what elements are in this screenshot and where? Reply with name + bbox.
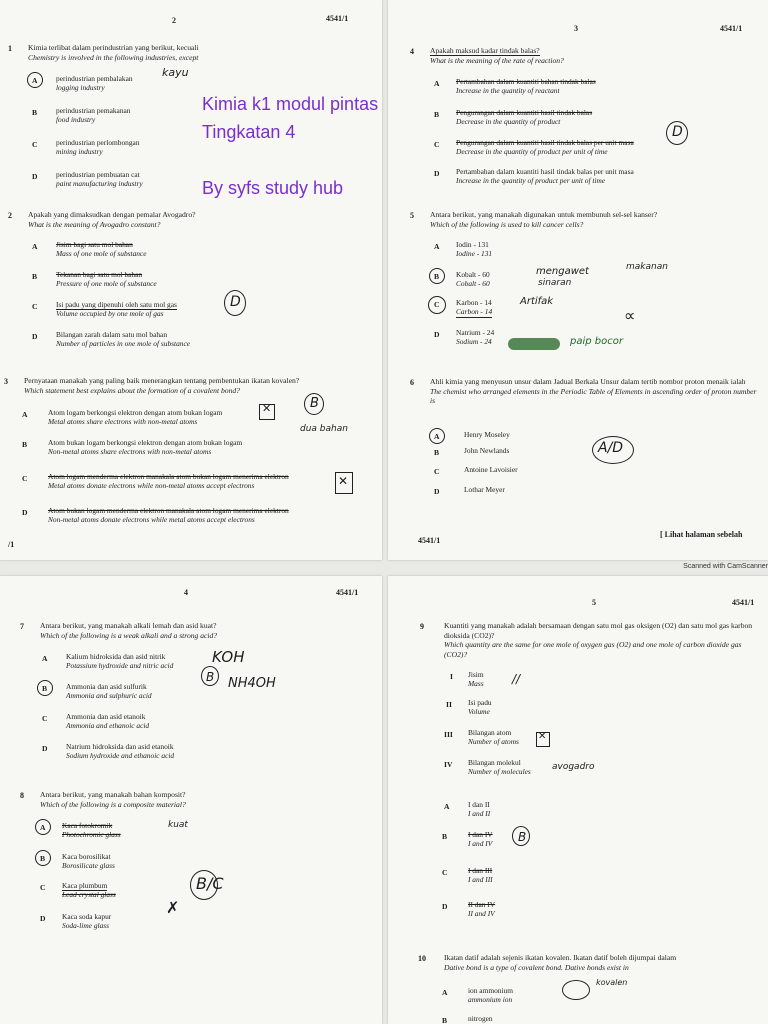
option-letter[interactable]: B [442,1016,448,1024]
cross-mark-icon: ∝ [624,306,636,325]
option-a[interactable]: ion ammonium ammonium ion [468,986,513,1005]
option-letter[interactable]: A [42,654,48,663]
footer-code: /1 [8,540,15,549]
option-letter[interactable]: D [434,487,440,496]
option-letter[interactable]: C [40,883,46,892]
option-letter[interactable]: C [434,140,440,149]
page-5 [388,576,768,1024]
option-b[interactable]: Kobalt - 60 Cobalt - 60 [456,270,490,289]
option-letter[interactable]: D [40,914,46,923]
option-letter[interactable]: D [434,330,440,339]
option-d[interactable]: Pertambahan dalam kuantiti hasil tindak balas per unit masa Increase in the quantity of product per unit of time [456,167,634,186]
handwritten-note: dua bahan [300,424,348,434]
paper-code: 4541/1 [720,24,743,33]
option-d[interactable]: perindustrian pembuatan cat paint manufacturing industry [56,170,143,189]
page-number: 4 [184,588,188,597]
option-letter[interactable]: C [434,300,440,309]
question-number: 6 [410,378,414,387]
option-a[interactable]: perindustrian pembalakan logging industry [56,74,133,93]
overlay-title: Kimia k1 modul pintas [202,94,379,114]
item-i: Jisim Mass [468,670,484,689]
option-letter[interactable]: D [42,744,48,753]
page-number: 2 [172,16,176,25]
option-letter[interactable]: A [22,410,28,419]
option-d[interactable]: Lothar Meyer [464,485,505,494]
option-letter[interactable]: C [442,868,448,877]
option-a[interactable]: Jisim bagi satu mol bahan Mass of one mole of substance [56,240,147,259]
paper-code: 4541/1 [326,14,349,23]
option-letter[interactable]: A [434,242,440,251]
option-b[interactable]: nitrogen [468,1014,493,1023]
option-letter[interactable]: B [42,684,48,693]
option-letter[interactable]: B [434,448,440,457]
footer-note: [ Lihat halaman sebelah [660,530,743,539]
option-letter[interactable]: C [22,474,28,483]
answer-circle [224,290,246,316]
overlay-subtitle: Tingkatan 4 [202,122,296,142]
option-a[interactable]: Henry Moseley [464,430,510,439]
option-a[interactable]: Pertambahan dalam kuantiti bahan tindak balas Increase in the quantity of reactant [456,77,596,96]
option-a[interactable]: I dan II I and II [468,800,491,819]
option-letter[interactable]: C [32,302,38,311]
answer-circle [562,980,590,1000]
footer-code: 4541/1 [418,536,441,545]
item-roman: IV [444,760,453,769]
option-letter[interactable]: A [434,432,440,441]
option-letter[interactable]: B [32,272,38,281]
stem-en: Chemistry is involved in the following industries, except [28,52,199,62]
option-a[interactable]: Iodin - 131 Iodine - 131 [456,240,493,259]
question-stem: Ahli kimia yang menyusun unsur dalam Jadual Berkala Unsur dalam tertib nombor proton menaik ialah The chemist who arranged elements in the Periodic Table of Elements in ascending order of proton number is [430,377,757,405]
option-c[interactable]: Kaca plumbum Lead crystal glass [62,881,116,900]
option-a[interactable]: Kalium hidroksida dan asid nitrik Potassium hydroxide and nitric acid [66,652,174,671]
question-stem: Antara berikut, yang manakah bahan komposit? Which of the following is a composite material? [40,790,186,809]
page-4 [0,576,382,1024]
item-roman: III [444,730,453,739]
option-c[interactable]: Ammonia dan asid etanoik Ammonia and ethanoic acid [66,712,150,731]
cross-mark-icon: ✕ [538,731,547,742]
option-b[interactable]: Pengurangan dalam kuantiti hasil tindak balas Decrease in the quantity of product [456,108,593,127]
item-roman: I [450,672,453,681]
question-number: 10 [418,954,426,963]
option-letter[interactable]: C [434,467,440,476]
overlay-credit: By syfs study hub [202,178,344,198]
item-iv: Bilangan molekul Number of molecules [468,758,531,777]
page-3 [388,0,768,560]
item-iii: Bilangan atom Number of atoms [468,728,519,747]
handwritten-answer: B [518,830,527,844]
option-d[interactable]: Natrium hidroksida dan asid etanoik Sodium hydroxide and ethanoic acid [66,742,175,761]
question-number: 3 [4,377,8,386]
option-c[interactable]: Isi padu yang dipenuhi oleh satu mol gas Volume occupied by one mole of gas [56,300,177,319]
option-b[interactable]: Atom bukan logam berkongsi elektron dengan atom bukan logam Non-metal atoms share electrons with non-metal atoms [48,438,243,457]
paper-code: 4541/1 [732,598,755,607]
option-b[interactable]: perindustrian pemakanan food industry [56,106,131,125]
option-letter[interactable]: A [32,76,38,85]
question-stem [28,43,328,62]
option-letter[interactable]: C [42,714,48,723]
tick-mark-icon: // [512,672,521,686]
stem-ms: Kimia terlibat dalam perindustrian yang berikut, kecuali [28,43,199,52]
cross-mark-icon: ✕ [262,402,272,415]
handwritten-answer: B/C [196,874,224,893]
option-letter[interactable]: D [442,902,448,911]
option-letter[interactable]: B [22,440,28,449]
option-b[interactable]: I dan IV I and IV [468,830,493,849]
handwritten-note: kovalen [596,978,628,987]
answer-circle [37,680,53,696]
question-number: 2 [8,211,12,220]
question-stem: Kuantiti yang manakah adalah bersamaan dengan satu mol gas oksigen (O2) dan satu mol gas karbon dioksida (CO2)? Which quantity are the same for one mole of oxygen gas (O2) and one mole of carbon dioxide gas (CO2)? [444,621,753,659]
page-number: 5 [592,598,596,607]
option-letter[interactable]: A [40,823,46,832]
answer-circle [512,826,530,846]
handwritten-answer: B [310,396,319,411]
item-ii: Isi padu Volume [468,698,492,717]
option-letter[interactable]: B [32,108,38,117]
answer-circle [304,393,324,415]
handwritten-answer: A/D [598,440,624,456]
handwritten-answer: D [230,294,241,310]
question-stem: Apakah maksud kadar tindak balas? What is the meaning of the rate of reaction? [430,46,564,65]
answer-circle [592,436,634,464]
option-letter[interactable]: A [442,988,448,997]
item-roman: II [446,700,452,709]
option-c[interactable]: Karbon - 14 Carbon - 14 [456,298,493,317]
option-b[interactable]: Ammonia dan asid sulfurik Ammonia and sulphuric acid [66,682,152,701]
option-letter[interactable]: D [32,172,38,181]
handwritten-note: Artifak [520,296,554,307]
scan-watermark: Scanned with CamScanner [683,563,768,570]
question-stem: Apakah yang dimaksudkan dengan pemalar Avogadro? What is the meaning of Avogadro constant? [28,210,196,229]
option-c[interactable]: perindustrian perlombongan mining industry [56,138,140,157]
paper-code: 4541/1 [336,588,359,597]
option-letter[interactable]: B [434,110,440,119]
handwritten-note: kuat [168,820,188,830]
handwritten-note: NH4OH [228,676,276,691]
option-a[interactable]: Kaca fotokromik Photochromic glass [62,821,121,840]
handwritten-answer: D [672,124,683,140]
answer-circle [429,268,445,284]
option-letter[interactable]: D [434,169,440,178]
question-number: 5 [410,211,414,220]
question-stem: Pernyataan manakah yang paling baik menerangkan tentang pembentukan ikatan kovalen? Which statement best explains about the formation of a covalent bond? [24,376,300,395]
option-letter[interactable]: C [32,140,38,149]
option-b[interactable]: John Newlands [464,446,510,455]
answer-circle [201,666,219,686]
answer-circle [27,72,43,88]
highlight-mark [508,338,560,350]
option-letter[interactable]: D [32,332,38,341]
question-number: 1 [8,44,12,53]
option-letter[interactable]: A [434,79,440,88]
handwritten-note: paip bocor [570,336,623,347]
option-letter[interactable]: D [22,508,28,517]
option-a[interactable]: Atom logam berkongsi elektron dengan atom bukan logam Metal atoms share electrons with non-metal atoms [48,408,223,427]
option-d[interactable]: Atom bukan logam menderma elektron manakala atom logam menerima elektron Non-metal atoms donate electrons while metal atoms accept electrons [48,506,289,525]
option-c[interactable]: Atom logam menderma elektron manakala atom bukan logam menerima elektron Metal atoms donate electrons while non-metal atoms accept electrons [48,472,289,491]
option-b[interactable]: Kaca borosilikat Borosilicate glass [62,852,115,871]
answer-circle [190,870,218,900]
question-number: 4 [410,47,414,56]
page-2 [0,0,382,560]
option-c[interactable]: Pengurangan dalam kuantiti hasil tindak balas per unit masa Decrease in the quantity of product per unit of time [456,138,634,157]
cross-mark-icon: ✗ [166,898,180,917]
answer-circle [666,121,688,145]
option-c[interactable]: Antoine Lavoisier [464,465,518,474]
question-number: 8 [20,791,24,800]
cross-mark-icon: ✕ [338,474,349,488]
option-letter[interactable]: A [32,242,38,251]
answer-circle [35,819,51,835]
handwritten-answer: B [206,670,215,684]
option-d[interactable]: Kaca soda kapur Soda-lime glass [62,912,112,931]
handwritten-note: sinaran [538,278,572,288]
page-number: 3 [574,24,578,33]
handwritten-note: mengawet [536,266,589,277]
handwritten-note: kayu [162,66,189,79]
answer-circle [35,850,51,866]
option-d[interactable]: Bilangan zarah dalam satu mol bahan Number of particles in one mole of substance [56,330,191,349]
option-c[interactable]: I dan III I and III [468,866,493,885]
handwritten-note: makanan [626,262,668,272]
option-letter[interactable]: A [444,802,450,811]
option-letter[interactable]: B [40,854,46,863]
question-number: 9 [420,622,424,631]
question-stem: Antara berikut, yang manakah digunakan untuk membunuh sel-sel kanser? Which of the following is used to kill cancer cells? [430,210,658,229]
option-d[interactable]: II dan IV II and IV [468,900,496,919]
question-number: 7 [20,622,24,631]
option-d[interactable]: Natrium - 24 Sodium - 24 [456,328,495,347]
answer-circle [428,296,446,314]
option-letter[interactable]: B [434,272,440,281]
handwritten-note: avogadro [552,762,595,772]
question-stem: Ikatan datif adalah sejenis ikatan kovalen. Ikatan datif boleh dijumpai dalam Dative bond is a type of covalent bond. Dative bonds exist in [444,953,677,972]
answer-circle [429,428,445,444]
handwritten-note: KOH [212,648,245,666]
option-letter[interactable]: B [442,832,448,841]
option-b[interactable]: Tekanan bagi satu mol bahan Pressure of one mole of substance [56,270,157,289]
question-stem: Antara berikut, yang manakah alkali lemah dan asid kuat? Which of the following is a weak alkali and a strong acid? [40,621,218,640]
